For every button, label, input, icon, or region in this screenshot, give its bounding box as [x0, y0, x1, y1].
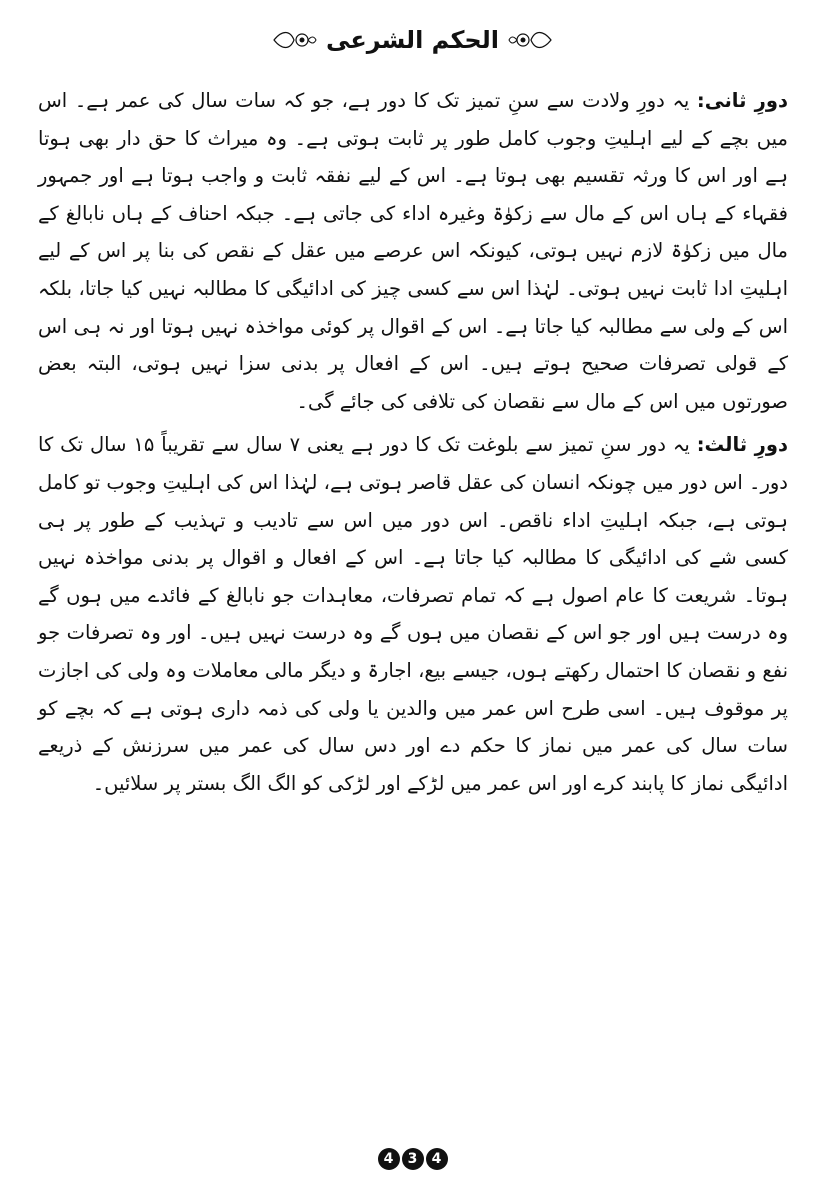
section-heading: دورِ ثانی:	[696, 89, 788, 112]
floral-ornament-icon	[507, 28, 553, 52]
paragraph-text: یہ دور سنِ تمیز سے بلوغت تک کا دور ہے یعنی ۷ سال سے تقریباً ۱۵ سال تک کا دور۔ اس دور میں چونکہ انسان کی عقل قاصر ہوتی ہے، لہٰذا اس کی اہلیتِ وجوب تو کامل ہوتی ہے، جبکہ اہلیتِ اداء ناقص۔ اس دور میں اس سے تادیب و تہذیب کے طور پر ہی کسی شے کی ادائیگی کا مطالبہ کیا جاتا ہے۔ اس کے افعال و اقوال پر بدنی مواخذہ نہیں ہوتا۔ شریعت کا عام اصول ہے کہ تمام تصرفات، معاہدات جو نابالغ کے فائدے میں ہوں گے وہ درست ہیں اور جو اس کے نقصان میں ہوں گے وہ درست نہیں ہیں۔ اور وہ تصرفات جو نفع و نقصان کا احتمال رکھتے ہوں، جیسے بیع، اجارۃ و دیگر مالی معاملات وہ ولی کی اجازت پر موقوف ہیں۔ اسی طرح اس عمر میں والدین یا ولی کی ذمہ داری ہوتی ہے کہ بچے کو سات سال کی عمر میں نماز کا حکم دے اور دس سال کی عمر میں سرزنش کے ذریعے ادائیگی نماز کا پابند کرے اور اس عمر میں لڑکے اور لڑکی کو الگ الگ بستر پر سلائیں۔	[38, 433, 788, 795]
page-header	[0, 18, 825, 62]
page-header-title: الحکم الشرعی	[326, 26, 499, 54]
paragraph-second-stage	[38, 82, 788, 420]
section-heading: دورِ ثالث:	[696, 433, 788, 457]
body-text	[38, 82, 788, 808]
page-number-digit: 3	[402, 1148, 424, 1170]
floral-ornament-icon	[272, 28, 318, 52]
paragraph-third-stage	[38, 426, 788, 802]
paragraph-text: یہ دورِ ولادت سے سنِ تمیز تک کا دور ہے، جو کہ سات سال کی عمر ہے۔ اس میں بچے کے لیے اہلیتِ وجوب کامل طور پر ثابت ہوتی ہے۔ وہ میراث کا حق دار بھی ہوتا ہے اور اس کا ورثہ تقسیم بھی ہوتا ہے۔ اس کے لیے نفقہ ثابت و واجب ہوتا ہے اور جمہور فقہاء کے ہاں اس کے مال سے زکوٰۃ وغیرہ اداء کی جاتی ہے۔ جبکہ احناف کے ہاں نابالغ کے مال میں زکوٰۃ لازم نہیں ہوتی، کیونکہ اس عرصے میں عقل کے نقص کی بنا پر اس کے لیے اہلیتِ ادا ثابت نہیں ہوتی۔ لہٰذا اس سے کسی چیز کی ادائیگی کا مطالبہ نہیں کیا جاتا، بلکہ اس کے ولی سے مطالبہ کیا جاتا ہے۔ اس کے اقوال پر کوئی مواخذہ نہیں ہوتا اور نہ ہی اس کے قولی تصرفات صحیح ہوتے ہیں۔ اس کے افعال پر بدنی سزا نہیں ہوتی، البتہ بعض صورتوں میں اس کے مال سے نقصان کی تلافی کی جائے گی۔	[38, 89, 788, 413]
page-number	[0, 1148, 825, 1170]
page-number-digit: 4	[426, 1148, 448, 1170]
page-number-digit: 4	[378, 1148, 400, 1170]
